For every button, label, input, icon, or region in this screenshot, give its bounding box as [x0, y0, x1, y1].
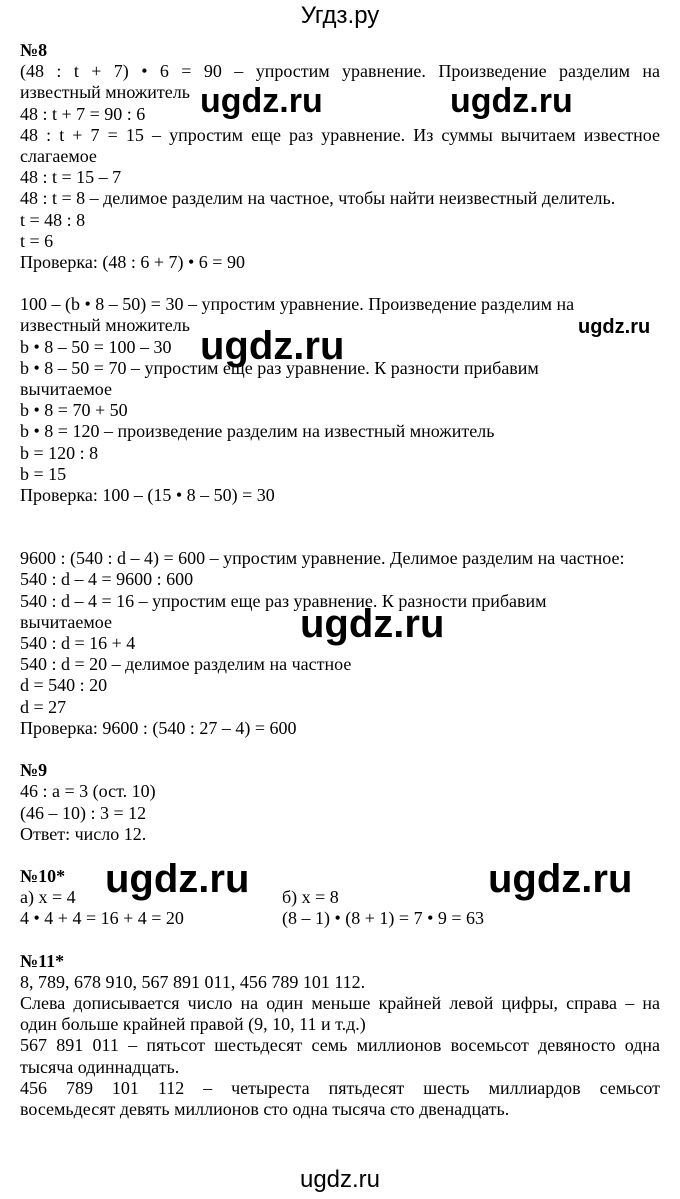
task-11-heading: №11*: [20, 950, 65, 971]
watermark: ugdz.ru: [578, 316, 651, 338]
text-line: 540 : d – 4 = 16 – упростим еще раз уравнение. К разности прибавим: [20, 590, 547, 611]
watermark: ugdz.ru: [105, 857, 250, 901]
text-line: 48 : t + 7 = 90 : 6: [20, 103, 146, 124]
text-line: t = 48 : 8: [20, 209, 86, 230]
text-line: вычитаемое: [20, 611, 112, 632]
text-line: тысяча одиннадцать.: [20, 1056, 180, 1077]
watermark: ugdz.ru: [488, 857, 633, 901]
site-header: Угдз.ру: [300, 2, 380, 29]
text-line: известный множитель: [20, 315, 190, 336]
text-line: Проверка: 100 – (15 • 8 – 50) = 30: [20, 485, 275, 506]
text-line: б) x = 8: [282, 887, 339, 908]
site-footer: ugdz.ru: [299, 1166, 381, 1193]
spacer: [20, 527, 660, 548]
watermark: ugdz.ru: [200, 324, 345, 368]
text-line: (8 – 1) • (8 + 1) = 7 • 9 = 63: [282, 908, 485, 929]
text-line: а) x = 4: [20, 887, 76, 908]
text-line: 540 : d = 20 – делимое разделим на частное: [20, 654, 352, 675]
solution-content: [20, 40, 660, 1120]
text-line: 9600 : (540 : d – 4) = 600 – упростим уравнение. Делимое разделим на частное:: [20, 548, 625, 569]
text-line: известный множитель: [20, 82, 190, 103]
text-line: Проверка: (48 : 6 + 7) • 6 = 90: [20, 252, 245, 273]
text-line: 100 – (b • 8 – 50) = 30 – упростим уравнение. Произведение разделим на: [20, 294, 575, 315]
task-9-heading: №9: [20, 760, 48, 781]
text-line: Слева дописывается число на один меньше крайней левой цифры, справа – на: [20, 992, 660, 1013]
text-line: 4 • 4 + 4 = 16 + 4 = 20: [20, 908, 184, 929]
text-line: b • 8 = 120 – произведение разделим на известный множитель: [20, 421, 495, 442]
text-line: d = 27: [20, 696, 67, 717]
text-line: b • 8 – 50 = 100 – 30: [20, 336, 172, 357]
text-line: 48 : t + 7 = 15 – упростим еще раз уравнение. Из суммы вычитаем известное: [20, 124, 660, 145]
text-line: 567 891 011 – пятьсот шестьдесят семь миллионов восемьсот девяносто одна: [20, 1035, 660, 1056]
text-line: 540 : d = 16 + 4: [20, 633, 136, 654]
text-line: b = 15: [20, 463, 67, 484]
text-line: 540 : d – 4 = 9600 : 600: [20, 569, 194, 590]
text-line: 8, 789, 678 910, 567 891 011, 456 789 101 112.: [20, 971, 366, 992]
watermark: ugdz.ru: [200, 82, 323, 120]
text-line: 48 : t = 15 – 7: [20, 167, 122, 188]
spacer: [20, 506, 660, 527]
text-line: 48 : t = 8 – делимое разделим на частное, чтобы найти неизвестный делитель.: [20, 188, 616, 209]
text-line: Ответ: число 12.: [20, 823, 147, 844]
watermark: ugdz.ru: [450, 82, 573, 120]
text-line: d = 540 : 20: [20, 675, 108, 696]
task-8-heading: №8: [20, 40, 48, 60]
text-line: 456 789 101 112 – четыреста пятьдесят шесть миллиардов семьсот: [20, 1077, 660, 1098]
text-line: слагаемое: [20, 146, 97, 167]
text-line: один больше крайней правой (9, 10, 11 и т.д.): [20, 1014, 366, 1035]
task-10-heading: №10*: [20, 865, 66, 886]
text-line: (48 : t + 7) • 6 = 90 – упростим уравнение. Произведение разделим на: [20, 61, 660, 82]
text-line: восемьдесят девять миллионов сто одна тысяча сто двенадцать.: [20, 1098, 510, 1119]
text-line: b • 8 = 70 + 50: [20, 400, 128, 421]
text-line: 46 : a = 3 (ост. 10): [20, 781, 156, 802]
text-line: b • 8 – 50 = 70 – упростим еще раз уравнение. К разности прибавим: [20, 357, 539, 378]
text-line: вычитаемое: [20, 379, 112, 400]
spacer: [20, 273, 660, 294]
text-line: b = 120 : 8: [20, 442, 99, 463]
spacer: [20, 739, 660, 760]
spacer: [20, 930, 660, 951]
text-line: (46 – 10) : 3 = 12: [20, 802, 147, 823]
watermark: ugdz.ru: [300, 602, 445, 646]
text-line: Проверка: 9600 : (540 : 27 – 4) = 600: [20, 717, 297, 738]
text-line: t = 6: [20, 230, 54, 251]
